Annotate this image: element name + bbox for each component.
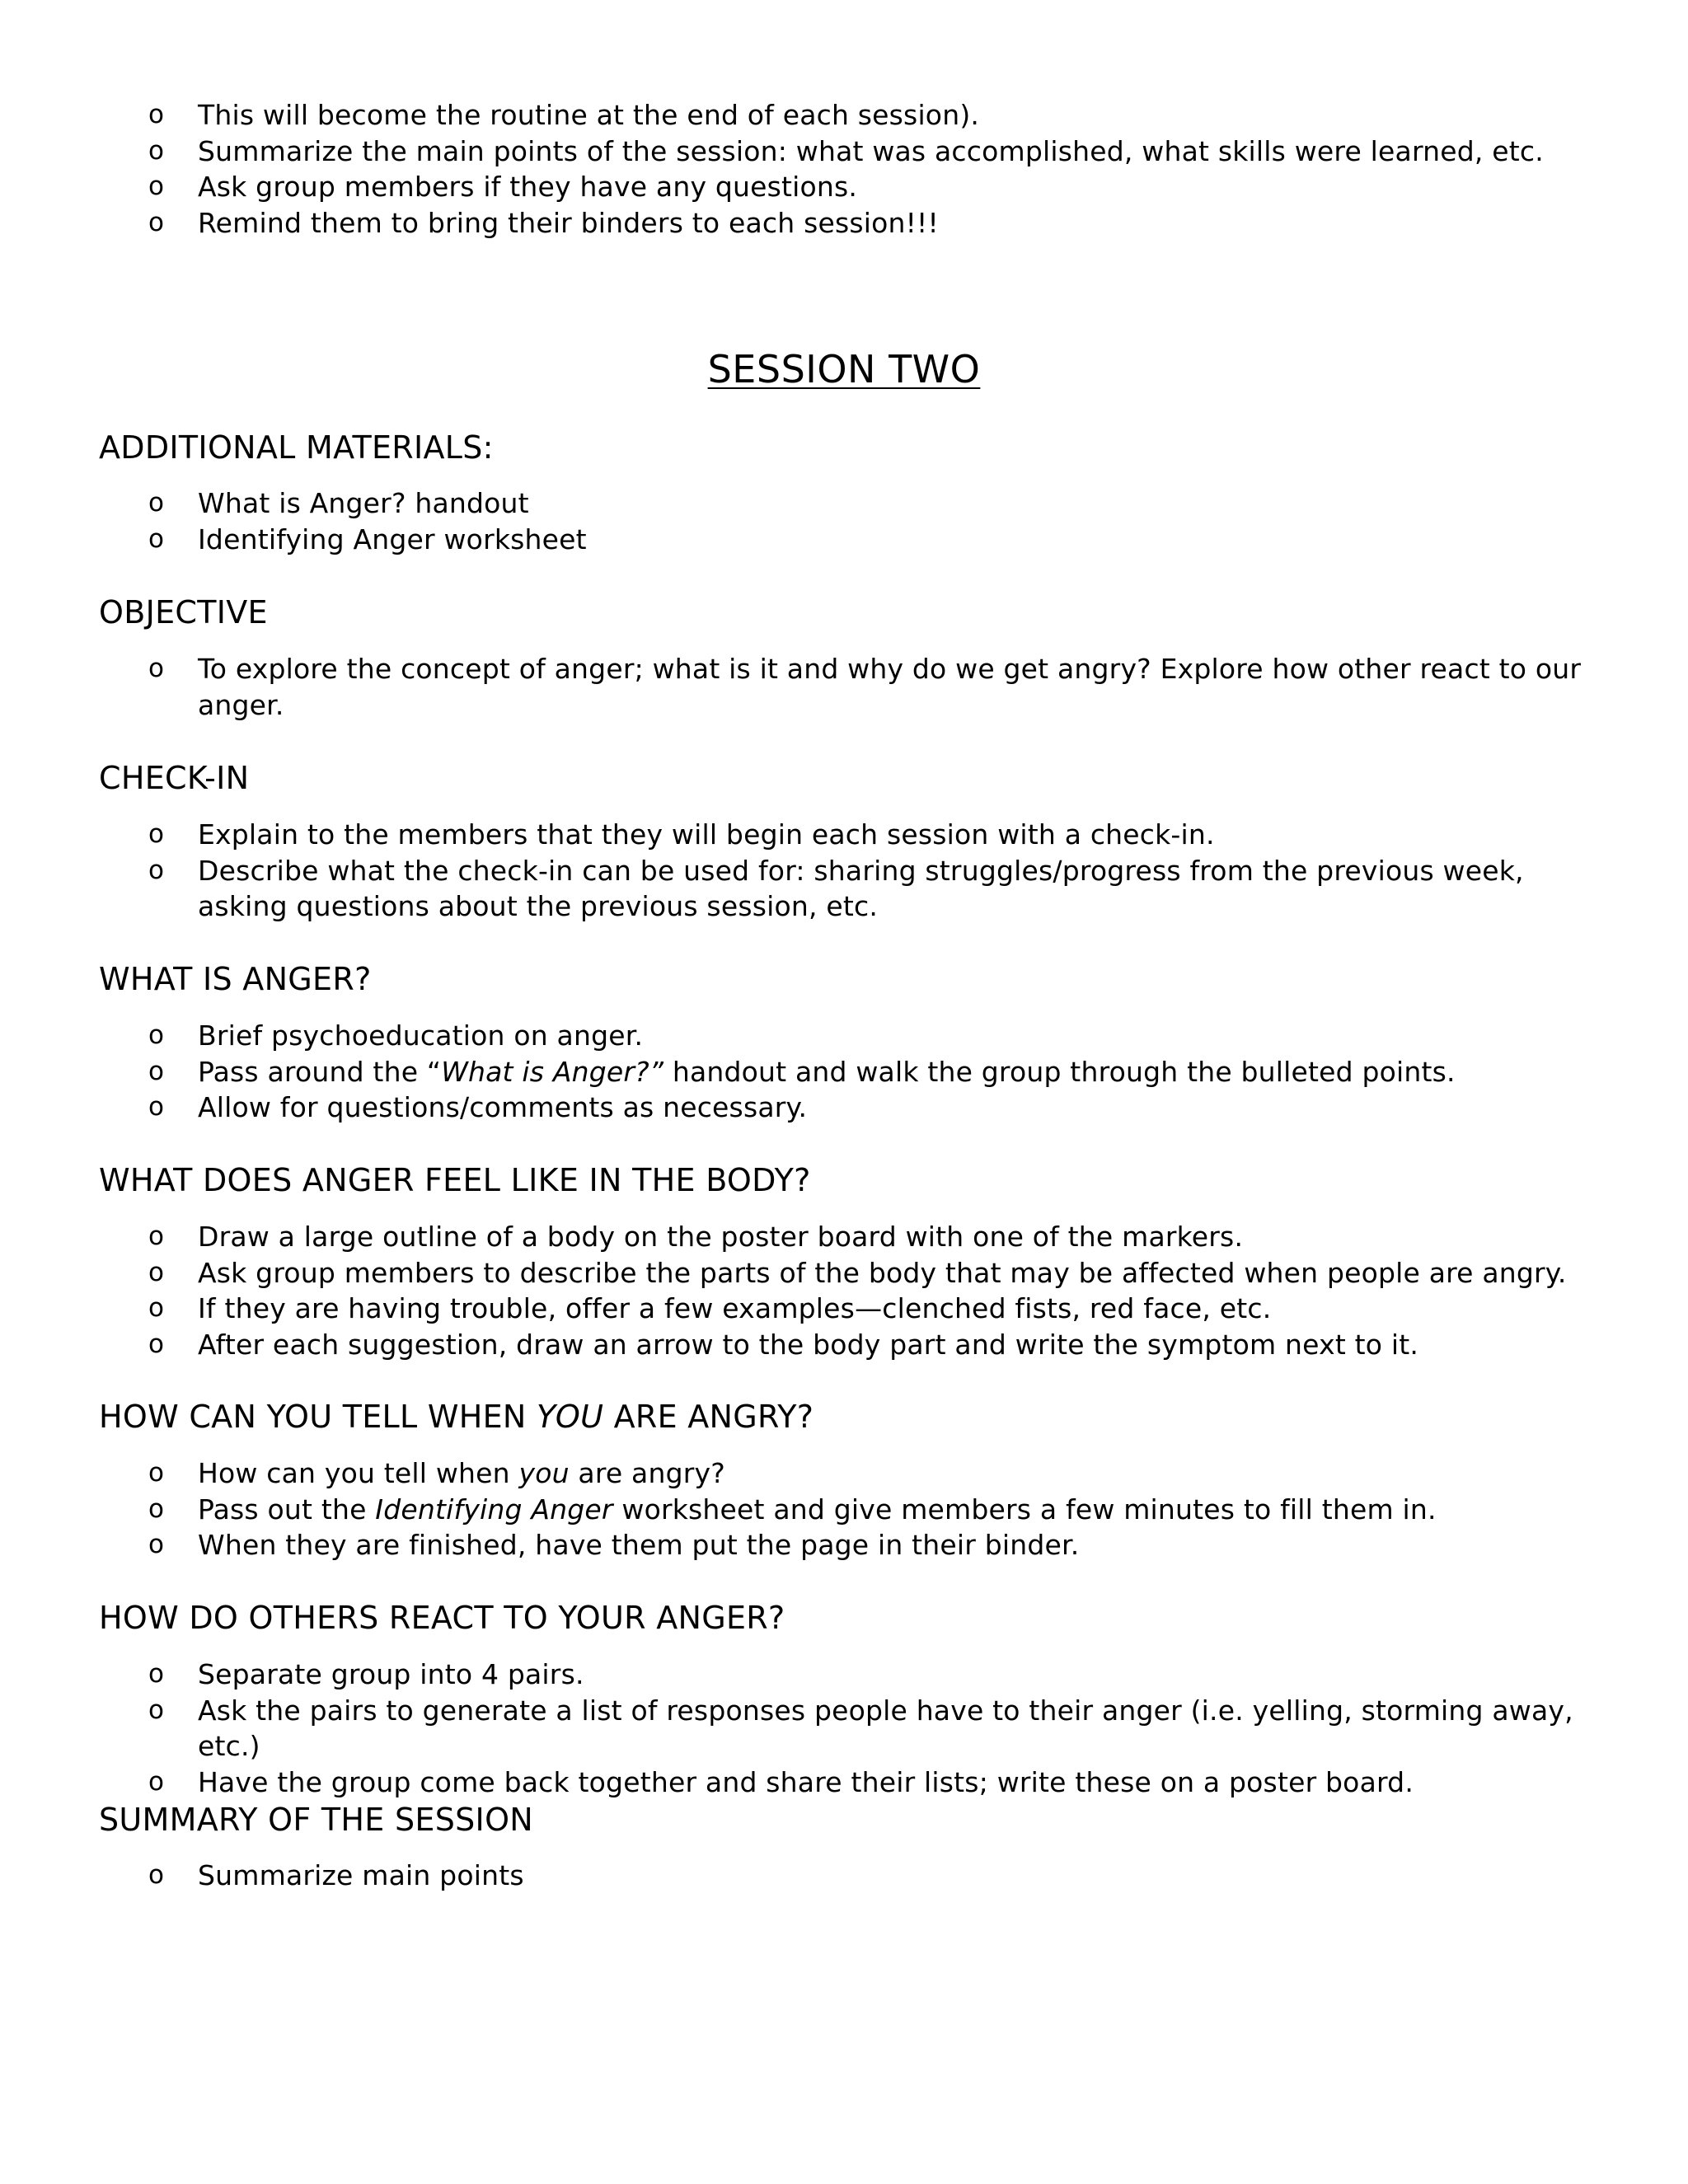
- bullet-marker: o: [148, 1530, 165, 1559]
- list-item: [99, 485, 1582, 522]
- bullet-marker: o: [148, 654, 165, 683]
- list-item: [99, 817, 1582, 853]
- bullet-marker: o: [148, 523, 165, 554]
- list-item: [99, 97, 1582, 134]
- heading-emphasis: YOU: [537, 1399, 604, 1435]
- bullet-marker: o: [148, 1458, 165, 1488]
- list-item-text: What is Anger? handout: [198, 487, 529, 519]
- section-heading-body: WHAT DOES ANGER FEEL LIKE IN THE BODY?: [99, 1162, 811, 1198]
- list-item-text: This will become the routine at the end of each session).: [198, 99, 980, 131]
- others-list: [99, 1657, 1582, 1800]
- section-heading-others: HOW DO OTHERS REACT TO YOUR ANGER?: [99, 1600, 785, 1636]
- list-item-text: Pass around the “: [198, 1055, 442, 1088]
- section-heading-tell: [99, 1397, 814, 1436]
- list-item: [99, 134, 1582, 170]
- bullet-marker: o: [148, 1257, 165, 1287]
- list-item-text: handout and walk the group through the bulleted points.: [663, 1055, 1456, 1088]
- list-item-text: Allow for questions/comments as necessary.: [198, 1091, 808, 1123]
- list-item-text: Summarize main points: [198, 1859, 524, 1891]
- list-item-text: Separate group into 4 pairs.: [198, 1658, 584, 1690]
- list-item: [99, 1527, 1582, 1563]
- bullet-marker: o: [148, 1092, 165, 1122]
- bullet-marker: o: [148, 855, 165, 885]
- heading-text: ARE ANGRY?: [603, 1399, 814, 1435]
- list-item-text: After each suggestion, draw an arrow to the body part and write the symptom next to it.: [198, 1328, 1419, 1361]
- bullet-marker: o: [148, 1694, 165, 1725]
- list-item-text: Ask group members if they have any questions.: [198, 171, 858, 203]
- list-item-text: Identifying Anger worksheet: [198, 523, 587, 555]
- bullet-marker: o: [148, 1056, 165, 1086]
- bullet-marker: o: [148, 207, 165, 237]
- bullet-marker: o: [148, 1493, 165, 1524]
- list-item-text: Ask group members to describe the parts of the body that may be affected when people are angry.: [198, 1256, 1567, 1289]
- emphasis-text: you: [518, 1457, 570, 1489]
- list-item: [99, 205, 1582, 241]
- list-item: [99, 651, 1582, 723]
- list-item: [99, 1291, 1582, 1327]
- list-item: [99, 853, 1582, 925]
- list-item: [99, 1693, 1582, 1765]
- bullet-marker: o: [148, 819, 165, 849]
- list-item: [99, 1255, 1582, 1291]
- list-item-text: Describe what the check-in can be used for: sharing struggles/progress from the previous week, asking questions about the previous session, etc.: [198, 854, 1524, 922]
- list-item: [99, 1455, 1582, 1492]
- list-item-text: If they are having trouble, offer a few examples—clenched fists, red face, etc.: [198, 1292, 1272, 1324]
- section-heading-checkin: CHECK-IN: [99, 760, 250, 796]
- list-item: [99, 1054, 1582, 1090]
- materials-list: [99, 485, 1582, 557]
- section-heading-materials: ADDITIONAL MATERIALS:: [99, 429, 494, 466]
- list-item-text: To explore the concept of anger; what is it and why do we get angry? Explore how other react to our anger.: [198, 653, 1582, 721]
- bullet-marker: o: [148, 135, 165, 166]
- bullet-marker: o: [148, 1221, 165, 1251]
- checkin-list: [99, 817, 1582, 925]
- bullet-marker: o: [148, 1659, 165, 1689]
- body-list: [99, 1219, 1582, 1362]
- list-item-text: Pass out the: [198, 1493, 376, 1526]
- bullet-marker: o: [148, 488, 165, 518]
- what-is-anger-list: [99, 1018, 1582, 1126]
- section-heading-objective: OBJECTIVE: [99, 594, 268, 630]
- list-item: [99, 1858, 1582, 1894]
- bullet-marker: o: [148, 1329, 165, 1359]
- intro-list: [99, 97, 1582, 241]
- session-title: SESSION TWO: [707, 347, 981, 391]
- bullet-marker: o: [148, 1766, 165, 1797]
- handout-title: What is Anger?”: [441, 1055, 664, 1088]
- summary-list: [99, 1858, 1582, 1894]
- list-item: [99, 1492, 1582, 1528]
- list-item: [99, 1018, 1582, 1054]
- list-item-text: Draw a large outline of a body on the poster board with one of the markers.: [198, 1221, 1244, 1253]
- list-item: [99, 1327, 1582, 1363]
- list-item-text: Summarize the main points of the session: what was accomplished, what skills were learned, etc.: [198, 134, 1544, 167]
- heading-text: HOW CAN YOU TELL WHEN: [99, 1399, 537, 1435]
- list-item: [99, 1657, 1582, 1693]
- bullet-marker: o: [148, 1860, 165, 1890]
- list-item-text: Explain to the members that they will begin each session with a check-in.: [198, 818, 1215, 851]
- list-item: [99, 1090, 1582, 1126]
- list-item-text: How can you tell when: [198, 1457, 519, 1489]
- list-item-text: Remind them to bring their binders to each session!!!: [198, 206, 939, 239]
- bullet-marker: o: [148, 171, 165, 201]
- objective-list: [99, 651, 1582, 723]
- list-item-text: Brief psychoeducation on anger.: [198, 1019, 644, 1052]
- tell-list: [99, 1455, 1582, 1563]
- list-item-text: Have the group come back together and share their lists; write these on a poster board.: [198, 1765, 1414, 1798]
- list-item: [99, 1765, 1582, 1801]
- list-item-text: When they are finished, have them put the page in their binder.: [198, 1529, 1080, 1561]
- bullet-marker: o: [148, 100, 165, 129]
- list-item: [99, 169, 1582, 205]
- list-item-text: are angry?: [569, 1457, 725, 1489]
- section-heading-summary: SUMMARY OF THE SESSION: [99, 1802, 534, 1838]
- worksheet-title: Identifying Anger: [375, 1493, 613, 1526]
- bullet-marker: o: [148, 1293, 165, 1323]
- list-item: [99, 522, 1582, 558]
- list-item-text: worksheet and give members a few minutes to fill them in.: [612, 1493, 1437, 1526]
- list-item-text: Ask the pairs to generate a list of responses people have to their anger (i.e. yelling, storming away, etc.): [198, 1694, 1573, 1762]
- section-heading-what-is-anger: WHAT IS ANGER?: [99, 961, 372, 997]
- bullet-marker: o: [148, 1020, 165, 1050]
- list-item: [99, 1219, 1582, 1255]
